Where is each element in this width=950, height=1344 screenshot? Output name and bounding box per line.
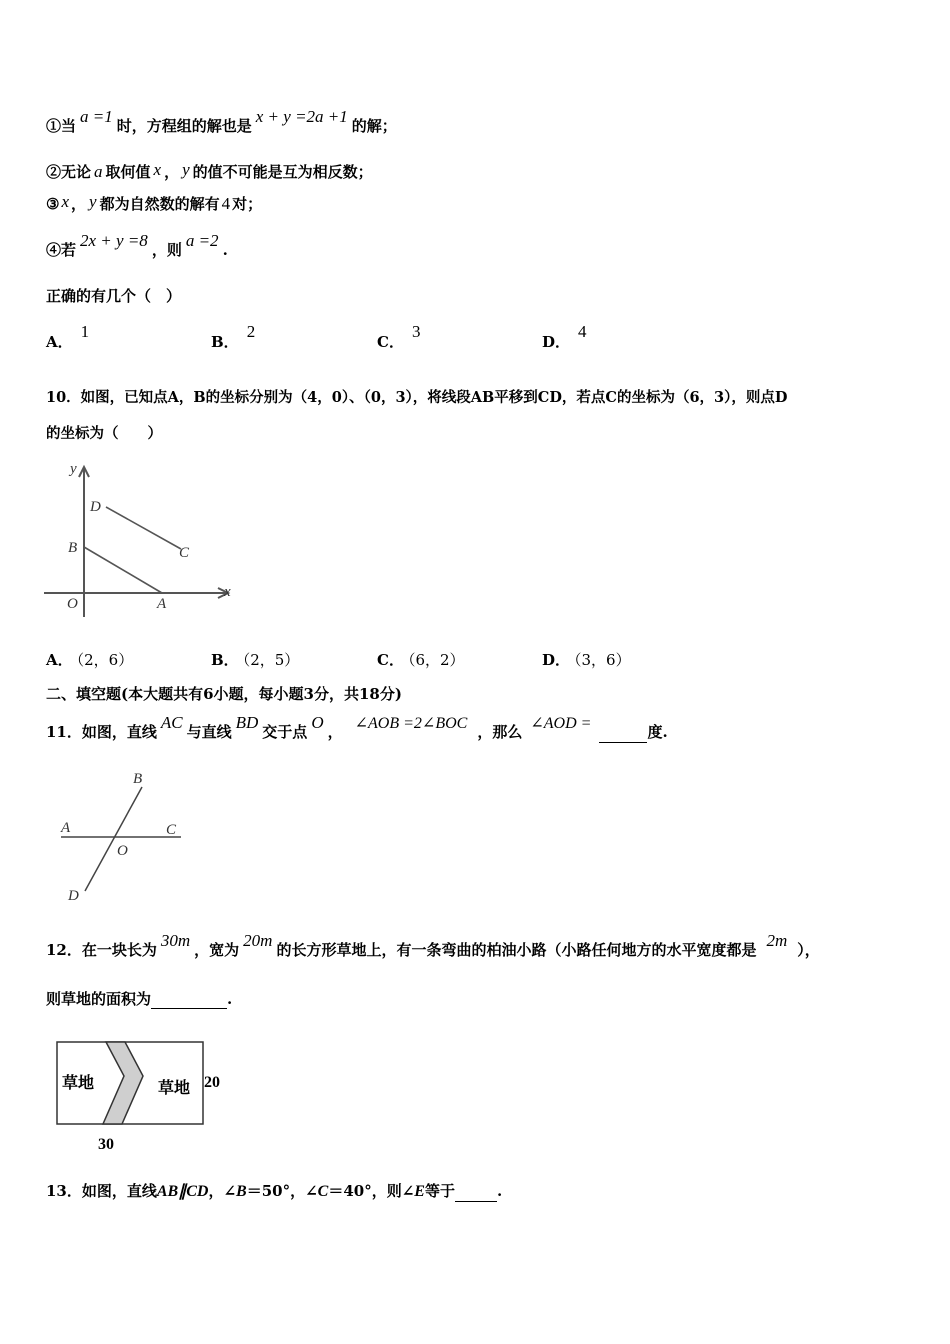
q9-statement-1: ①当 a =1 时，方程组的解也是 x + y =2a +1 的解； (46, 107, 397, 135)
q11-intersecting-lines-figure (55, 765, 190, 905)
q9-option-d[interactable]: D．4 (542, 322, 587, 351)
q12-lawn-figure (44, 1036, 244, 1156)
q11-text: 11．如图，直线 AC 与直线 BD 交于点 O ， ∠AOB =2∠BOC ，那么 ∠AOD = 度. (46, 713, 668, 741)
q13-answer-blank[interactable] (455, 1201, 497, 1202)
label-b: B (68, 540, 78, 556)
label-c: C (179, 545, 190, 561)
length-label: 30 (98, 1136, 114, 1153)
q9-option-b[interactable]: B．2 (211, 322, 256, 351)
label-o: O (67, 596, 78, 612)
q9-option-a[interactable]: A．1 (46, 322, 90, 351)
label-y: y (70, 461, 77, 477)
q9-statement-3: ③ x ， y 都为自然数的解有 4 对； (46, 192, 263, 213)
q10-coordinate-figure (40, 455, 240, 620)
label-o: O (117, 843, 128, 859)
q12-text-line-1: 12．在一块长为 30m ，宽为 20m 的长方形草地上，有一条弯曲的柏油小路（小路任何地方的水平宽度都是 2m ）， (46, 931, 820, 959)
grass-label-left: 草地 (62, 1073, 95, 1092)
q10-option-a[interactable]: A． （2，6） (46, 651, 134, 669)
q9-prompt: 正确的有几个（ ） (46, 287, 182, 305)
label-d: D (90, 499, 101, 515)
segment-dc (106, 507, 181, 549)
q12-text-line-2: 则草地的面积为 . (46, 990, 233, 1008)
q9-option-c[interactable]: C．3 (377, 322, 421, 351)
q12-answer-blank[interactable] (151, 1008, 227, 1009)
q10-option-c[interactable]: C． （6，2） (377, 651, 465, 669)
section-heading-fill-in: 二、填空题(本大题共有6小题，每小题3分，共18分) (46, 685, 402, 703)
q11-answer-blank[interactable] (599, 742, 647, 743)
label-b: B (133, 771, 143, 787)
label-d: D (68, 888, 79, 904)
label-x: x (224, 584, 231, 600)
q13-text: 13．如图，直线AB∥CD，∠B＝50°，∠C＝40°，则∠E等于 . (46, 1182, 503, 1200)
segment-ab (84, 547, 162, 593)
q9-statement-4: ④若 2x + y =8 ，则 a =2 . (46, 231, 228, 259)
label-a: A (157, 596, 167, 612)
q10-option-b[interactable]: B． （2，5） (211, 651, 300, 669)
line-bd (85, 787, 142, 891)
grass-label-right: 草地 (158, 1078, 191, 1097)
q10-text-line-2: 的坐标为（ ） (46, 425, 162, 442)
label-a: A (61, 820, 71, 836)
q10-text-line-1: 10．如图，已知点A，B的坐标分别为（4，0）、（0，3），将线段AB平移到CD，若点C的坐标为（6，3），则点D (46, 389, 788, 406)
width-label: 20 (204, 1074, 220, 1091)
q10-option-d[interactable]: D． （3，6） (542, 651, 631, 669)
label-c: C (166, 822, 177, 838)
q9-statement-2: ②无论 a 取何值 x ， y 的值不可能是互为相反数； (46, 160, 373, 181)
